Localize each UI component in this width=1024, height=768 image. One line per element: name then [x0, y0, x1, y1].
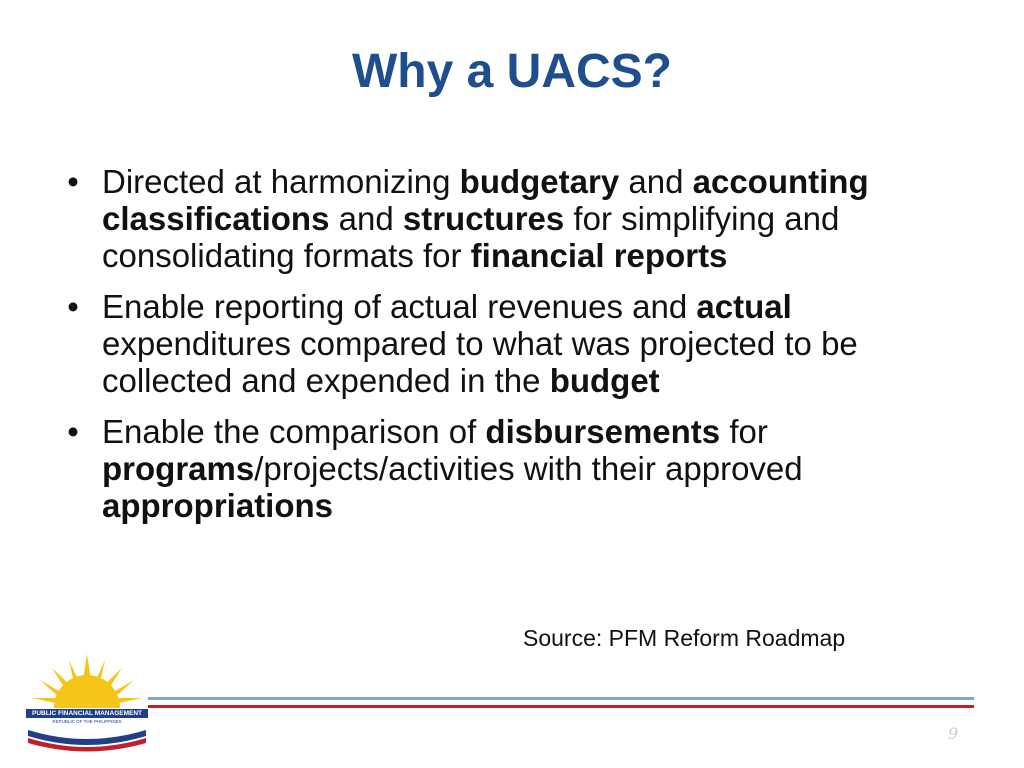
bullet-dot: •: [67, 163, 79, 200]
bullet-bold-segment: disbursements: [485, 413, 721, 450]
bullet-bold-segment: programs: [102, 450, 255, 487]
bullet-text: [102, 288, 858, 399]
bullet-segment: /projects/activities with their approved: [254, 450, 803, 487]
footer-rule-red: [148, 705, 974, 708]
bullet-segment: and: [619, 163, 693, 200]
bullet-item: [58, 288, 973, 399]
bullet-bold-segment: accounting classifications: [102, 163, 869, 237]
bullet-dot: •: [67, 288, 79, 325]
bullet-bold-segment: appropriations: [102, 487, 334, 524]
bullet-segment: and: [329, 200, 403, 237]
pfm-sun-logo: [24, 650, 150, 758]
bullet-bold-segment: budget: [549, 362, 660, 399]
footer-rule-blue: [148, 697, 974, 700]
bullet-dot: •: [67, 413, 79, 450]
bullet-bold-segment: actual: [696, 288, 792, 325]
bullet-segment: Enable the comparison of: [102, 413, 486, 450]
bullet-item: [58, 413, 973, 524]
page-number: 9: [948, 724, 959, 743]
bullet-segment: Enable reporting of actual revenues and: [102, 288, 697, 325]
bullet-text: [102, 163, 869, 274]
bullet-segment: expenditures compared to what was projected to be collected and expended in the: [102, 325, 858, 399]
sun-icon: [24, 650, 150, 758]
slide-title: Why a UACS?: [351, 45, 672, 98]
bullet-segment: for: [720, 413, 768, 450]
bullet-list: [58, 163, 973, 538]
bullet-bold-segment: structures: [402, 200, 565, 237]
bullet-bold-segment: budgetary: [459, 163, 620, 200]
bullet-segment: for simplifying and consolidating formats for: [102, 200, 840, 274]
bullet-bold-segment: financial reports: [470, 237, 728, 274]
logo-title: PUBLIC FINANCIAL MANAGEMENT: [26, 709, 148, 718]
source-citation: Source: PFM Reform Roadmap: [523, 625, 846, 651]
logo-subtitle: REPUBLIC OF THE PHILIPPINES: [52, 719, 122, 724]
bullet-item: [58, 163, 973, 274]
bullet-segment: Directed at harmonizing: [102, 163, 460, 200]
bullet-text: [102, 413, 803, 524]
